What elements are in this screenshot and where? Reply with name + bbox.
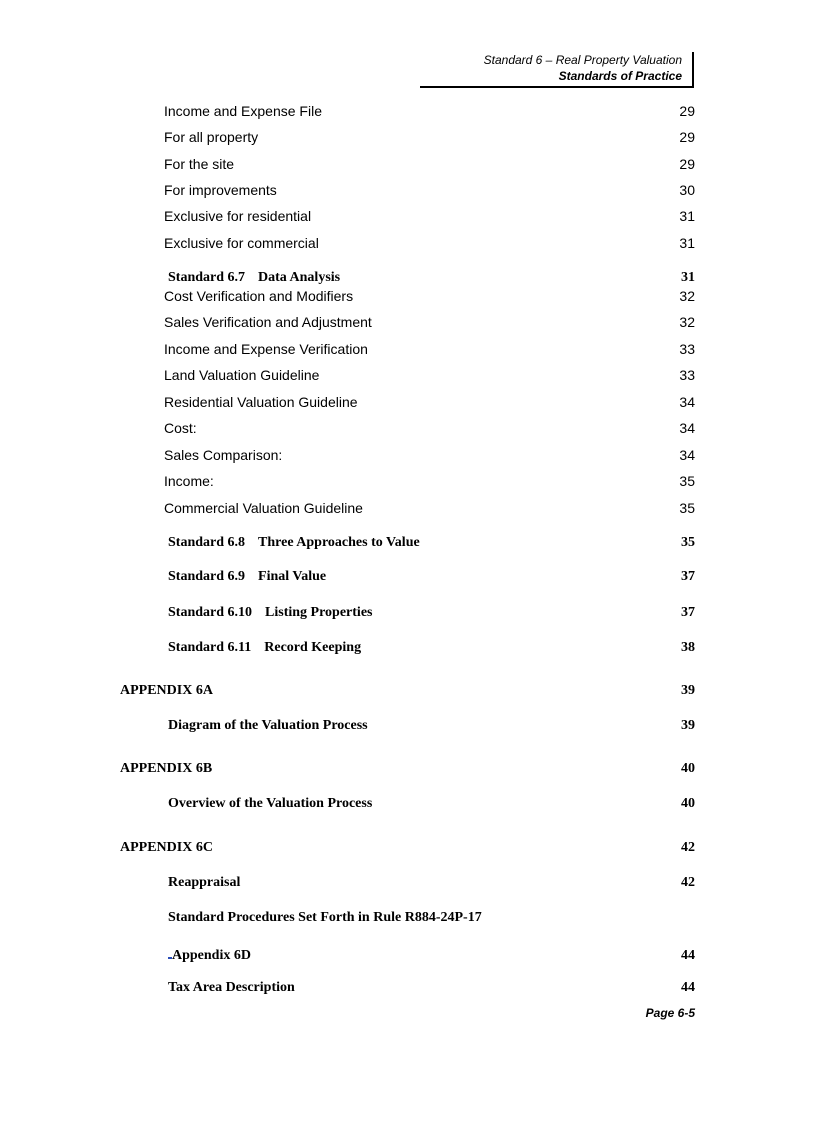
toc-standard-6-10[interactable] — [168, 605, 695, 621]
toc-entry-label: Appendix 6D — [172, 948, 251, 963]
standard-title: Listing Properties — [265, 605, 373, 620]
toc-entry-page: 35 — [679, 473, 695, 489]
toc-entry-page: 32 — [679, 314, 695, 330]
toc-standard-6-7[interactable] — [168, 270, 695, 286]
toc-entry-site[interactable] — [164, 156, 695, 172]
toc-entry-residential-exclusive[interactable] — [164, 208, 695, 224]
toc-entry-page: 39 — [681, 683, 695, 698]
toc-entry-page: 39 — [681, 718, 695, 733]
toc-entry-label: Sales Verification and Adjustment — [164, 314, 372, 330]
toc-entry-page: 34 — [679, 420, 695, 436]
header-title: Standard 6 – Real Property Valuation — [483, 53, 682, 67]
toc-appendix-6a[interactable] — [120, 683, 695, 699]
toc-entry-income[interactable] — [164, 473, 695, 489]
toc-entry-overview[interactable] — [168, 796, 695, 812]
toc-entry-page: 30 — [679, 182, 695, 198]
toc-appendix-6c[interactable] — [120, 840, 695, 856]
toc-entry-page: 31 — [679, 235, 695, 251]
toc-entry-label: Standard Procedures Set Forth in Rule R884-24P-17 — [168, 910, 482, 925]
page-number: Page 6-5 — [645, 1006, 695, 1020]
toc-entry-page: 35 — [679, 500, 695, 516]
toc-entry-page: 31 — [679, 208, 695, 224]
toc-entry-label: Overview of the Valuation Process — [168, 796, 373, 811]
toc-entry-reappraisal[interactable] — [168, 875, 695, 891]
standard-title: Final Value — [258, 569, 327, 584]
toc-entry-page: 32 — [679, 288, 695, 304]
toc-entry-cost[interactable] — [164, 420, 695, 436]
toc-entry-sales-comparison[interactable] — [164, 447, 695, 463]
toc-entry-label: Land Valuation Guideline — [164, 367, 320, 383]
standard-number: Standard 6.11 — [168, 640, 252, 655]
toc-entry-page: 37 — [681, 569, 695, 584]
toc-entry-label: Cost Verification and Modifiers — [164, 288, 354, 304]
toc-entry-sales-verification[interactable] — [164, 314, 695, 330]
toc-entry-page: 31 — [681, 270, 695, 285]
toc-standard-6-9[interactable] — [168, 569, 695, 585]
standard-title: Record Keeping — [264, 640, 362, 655]
toc-entry-label: Sales Comparison: — [164, 447, 283, 463]
toc-entry-residential-guideline[interactable] — [164, 394, 695, 410]
standard-title: Three Approaches to Value — [258, 535, 420, 550]
standard-number: Standard 6.8 — [168, 535, 246, 550]
toc-entry-label: Exclusive for commercial — [164, 235, 319, 251]
toc-entry-label: Income and Expense Verification — [164, 341, 368, 357]
toc-standard-6-8[interactable] — [168, 535, 695, 551]
toc-entry-page: 34 — [679, 447, 695, 463]
toc-entry-label: For all property — [164, 129, 259, 145]
toc-entry-label: Commercial Valuation Guideline — [164, 500, 363, 516]
toc-entry-label: Cost: — [164, 420, 197, 436]
toc-entry-page: 34 — [679, 394, 695, 410]
toc-entry-page: 40 — [681, 796, 695, 811]
toc-entry-commercial-guideline[interactable] — [164, 500, 695, 516]
standard-number: Standard 6.7 — [168, 270, 246, 285]
toc-entry-label: APPENDIX 6B — [120, 761, 213, 776]
toc-entry-page: 44 — [681, 980, 695, 995]
toc-entry-page: 29 — [679, 103, 695, 119]
toc-entry-page: 29 — [679, 129, 695, 145]
toc-entry-label: Residential Valuation Guideline — [164, 394, 358, 410]
toc-standard-6-11[interactable] — [168, 640, 695, 656]
toc-entry-label: Diagram of the Valuation Process — [168, 718, 368, 733]
toc-entry-page: 42 — [681, 875, 695, 890]
toc-entry-label: Tax Area Description — [168, 980, 295, 995]
toc-entry-page: 38 — [681, 640, 695, 655]
toc-entry-appendix-6d[interactable] — [168, 945, 695, 964]
toc-entry-label: Income: — [164, 473, 214, 489]
toc-entry-cost-verification[interactable] — [164, 288, 695, 304]
toc-entry-improvements[interactable] — [164, 182, 695, 198]
toc-entry-label: Exclusive for residential — [164, 208, 312, 224]
toc-entry-diagram[interactable] — [168, 718, 695, 734]
toc-entry-page: 33 — [679, 367, 695, 383]
toc-appendix-6b[interactable] — [120, 761, 695, 777]
toc-entry-label: Reappraisal — [168, 875, 241, 890]
toc-entry-page: 44 — [681, 948, 695, 963]
toc-entry-label: Income and Expense File — [164, 103, 322, 119]
standard-number: Standard 6.10 — [168, 605, 253, 620]
toc-entry-page: 35 — [681, 535, 695, 550]
toc-entry-page: 33 — [679, 341, 695, 357]
toc-entry-tax-area[interactable] — [168, 980, 695, 996]
toc-entry-label: For improvements — [164, 182, 277, 198]
toc-entry-procedures[interactable] — [168, 910, 695, 926]
toc-entry-label: For the site — [164, 156, 235, 172]
toc-entry-page: 29 — [679, 156, 695, 172]
page-header — [420, 52, 694, 88]
toc-entry-commercial-exclusive[interactable] — [164, 235, 695, 251]
toc-entry-label: APPENDIX 6C — [120, 840, 213, 855]
standard-number: Standard 6.9 — [168, 569, 246, 584]
toc-entry-income-verification[interactable] — [164, 341, 695, 357]
toc-entry-page: 42 — [681, 840, 695, 855]
toc-entry-all-property[interactable] — [164, 129, 695, 145]
header-subtitle: Standards of Practice — [558, 69, 682, 83]
toc-entry-income-file[interactable] — [164, 103, 695, 119]
standard-title: Data Analysis — [258, 270, 341, 285]
toc-entry-page: 37 — [681, 605, 695, 620]
toc-entry-page: 40 — [681, 761, 695, 776]
toc-entry-land-guideline[interactable] — [164, 367, 695, 383]
toc-entry-label: APPENDIX 6A — [120, 683, 213, 698]
